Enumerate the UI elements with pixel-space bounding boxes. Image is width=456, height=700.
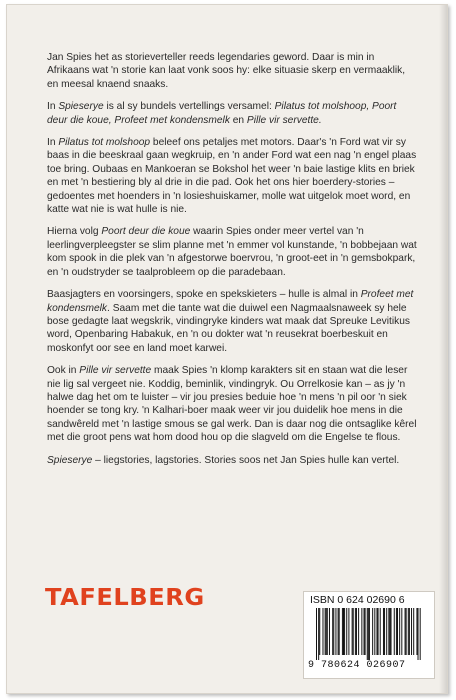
blurb-paragraph: [47, 454, 417, 467]
book-title-italic: Spieserye: [58, 101, 104, 113]
blurb-text: [47, 51, 417, 476]
isbn-barcode-box: [303, 591, 435, 679]
publisher-logo: TAFELBERG: [45, 585, 205, 611]
book-title-italic: Poort deur die koue: [101, 226, 191, 238]
blurb-run: In: [47, 101, 59, 113]
blurb-run: waarin Spies onder meer vertel van 'n leerlingverpleegster se slim planne met 'n emmer vol kunstande, 'n bobbejaan wat kom spook in die plek van 'n afgestorwe boervrou, 'n groot-eet in 'n gemsbokpark, en 'n oudstryder se taalprobleem op die paradebaan.: [47, 226, 417, 278]
blurb-run: Baasjagters en voorsingers, spoke en spekskieters – hulle is almal in: [47, 289, 361, 301]
blurb-run: maak Spies 'n klomp karakters sit en staan wat die leser nie lig sal vergeet nie. Koddig, beminlik, vindingryk. Ou Orrelkosie kan – as jy 'n halwe dag het om te luister – vir jou presies beduie hoe 'n mens 'n pil oor 'n siek hoender se tong kry. 'n Kalhari-boer maak weer vir jou duidelik hoe mens in die sandwêreld met 'n lastige smous se gal werk. Dan is daar nog die ontsaglike kêrel met die groot pens wat hom dood hou op die slagveld om die Engelse te flous.: [47, 365, 417, 444]
isbn-number: ISBN 0 624 02690 6: [310, 594, 405, 606]
book-back-cover: [6, 4, 448, 694]
barcode-icon: [314, 608, 424, 660]
blurb-run: en: [229, 114, 247, 126]
blurb-paragraph: [47, 100, 417, 127]
blurb-paragraph: [47, 225, 417, 279]
blurb-run: In: [47, 137, 59, 149]
cover-edge-shadow: [439, 5, 447, 693]
barcode-digits: 9 780624 026907: [308, 660, 406, 671]
book-title-italic: Spieserye: [47, 454, 93, 466]
blurb-paragraph: [47, 364, 417, 444]
blurb-run: is al sy bundels vertellings versamel:: [103, 101, 275, 113]
blurb-run: beleef ons petaljes met motors. Daar's 'n Ford wat vir sy baas in die beeskraal gaan wegkruip, en 'n ander Ford wat een nag 'n engel plaas toe bring. Oubaas en Mankoeran se Bokshol het weer 'n baie lastige klits en briek en met 'n bestiering bly al drie in die pad. Ook het ons hier boerdery-stories – gedoentes met hoenders in 'n losieshuiskamer, molle wat uitgelok moet word, en katte wat nie is wat hulle is nie.: [47, 137, 417, 216]
book-title-italic: Pille vir servette.: [246, 114, 322, 126]
blurb-run: – liegstories, lagstories. Stories soos net Jan Spies hulle kan vertel.: [92, 454, 400, 466]
book-title-italic: Pilatus tot molshoop, Poort deur die koue, Profeet met kondensmelk: [47, 101, 397, 126]
blurb-run: Hierna volg: [47, 226, 102, 238]
blurb-run: . Saam met die tante wat die duiwel een Nagmaalsnaweek sy hele bose gedagte laat wegskrik, vindingryke kinders wat maak dat Spreuke Levitikus word, Openbaring Habakuk, en 'n ou dokter wat 'n reusekrat boerbeskuit en moskonfyt oor see en land moet karwei.: [47, 302, 410, 354]
blurb-run: Ook in: [47, 365, 80, 377]
book-title-italic: Profeet met kondensmelk: [47, 289, 414, 314]
blurb-paragraph: [47, 51, 417, 91]
blurb-paragraph: [47, 136, 417, 216]
blurb-run: Jan Spies het as storieverteller reeds legendaries geword. Daar is min in Afrikaans wat 'n storie kan laat vonk soos hy: elke situasie skerp en vermaaklik, en meesal knaend snaaks.: [47, 52, 406, 90]
book-title-italic: Pille vir servette: [79, 365, 152, 377]
book-title-italic: Pilatus tot molshoop: [58, 137, 151, 149]
blurb-paragraph: [47, 288, 417, 355]
